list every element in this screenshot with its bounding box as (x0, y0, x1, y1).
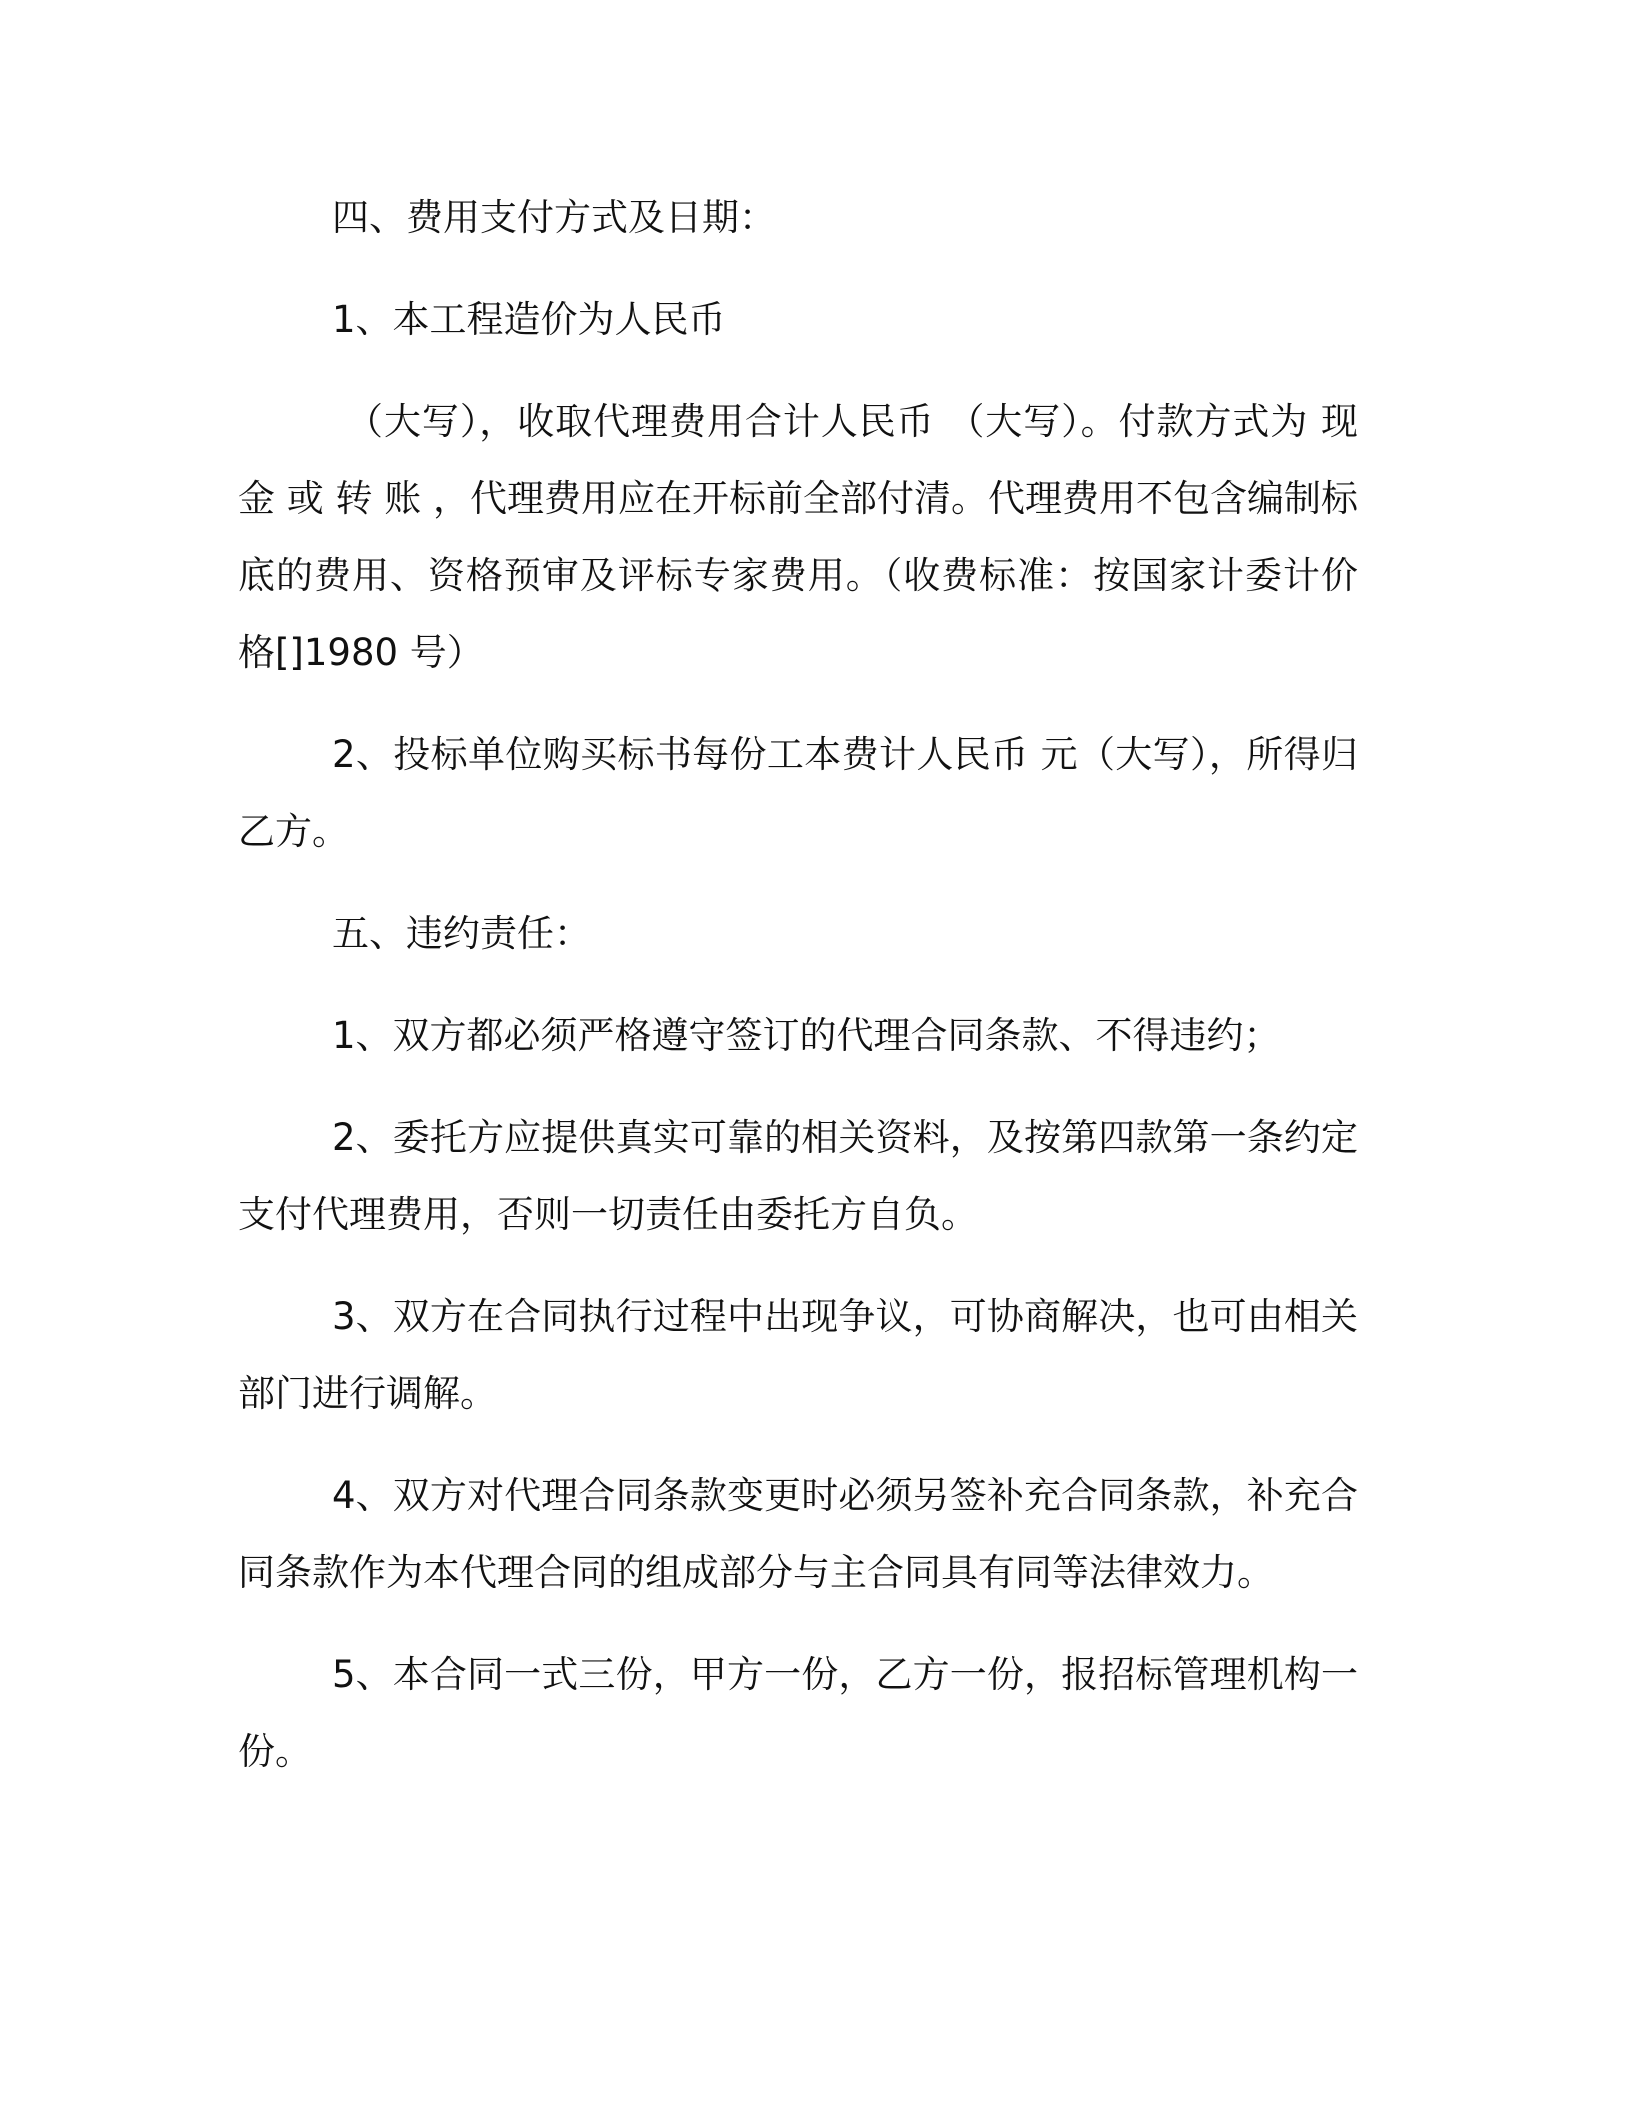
section-4-item-1-first-line: 1、本工程造价为人民币 (332, 298, 726, 341)
section-5-item-4-line-1: 4、双方对代理合同条款变更时必须另签补充合同条款，补充合 (332, 1474, 1358, 1517)
section-4-item-2-line-2: 乙方。 (238, 810, 349, 853)
section-4-heading: 四、费用支付方式及日期： (332, 196, 776, 239)
section-5-item-5-line-2: 份。 (238, 1730, 312, 1773)
section-4-item-2-line-1: 2、投标单位购买标书每份工本费计人民币 元（大写），所得归 (332, 733, 1358, 776)
section-5-heading: 五、违约责任： (332, 912, 591, 955)
section-4-item-1-line-3: 底的费用、资格预审及评标专家费用。（收费标准：按国家计委计价 (238, 554, 1358, 597)
section-5-item-5-line-1: 5、本合同一式三份，甲方一份，乙方一份，报招标管理机构一 (332, 1653, 1358, 1696)
section-4-item-1-line-4: 格[]1980 号） (238, 631, 484, 674)
section-5-item-2-line-2: 支付代理费用，否则一切责任由委托方自负。 (238, 1193, 978, 1236)
section-5-item-4-line-2: 同条款作为本代理合同的组成部分与主合同具有同等法律效力。 (238, 1551, 1274, 1594)
section-5-item-3-line-2: 部门进行调解。 (238, 1372, 497, 1415)
section-4-item-1-line-1: （大写），收取代理费用合计人民币 （大写）。付款方式为 现 (346, 400, 1358, 443)
section-5-item-3-line-1: 3、双方在合同执行过程中出现争议，可协商解决，也可由相关 (332, 1295, 1358, 1338)
section-5-item-1: 1、双方都必须严格遵守签订的代理合同条款、不得违约； (332, 1014, 1281, 1057)
section-4-item-1-line-2: 金 或 转 账 ，代理费用应在开标前全部付清。代理费用不包含编制标 (238, 477, 1359, 520)
section-5-item-2-line-1: 2、委托方应提供真实可靠的相关资料，及按第四款第一条约定 (332, 1116, 1358, 1159)
